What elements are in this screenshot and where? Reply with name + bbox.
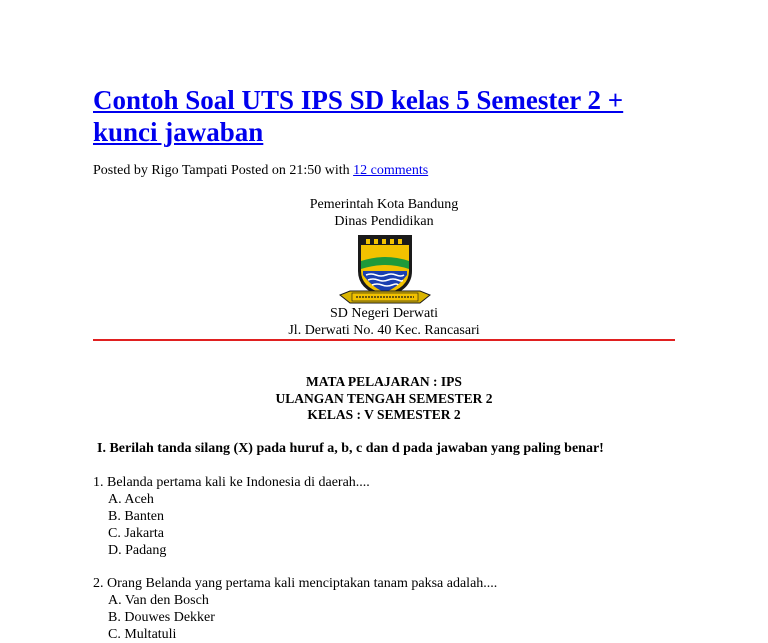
answer-option: A. Van den Bosch (108, 593, 209, 608)
comments-link[interactable]: 12 comments (353, 163, 429, 178)
letterhead-bottom (93, 305, 675, 339)
header-divider (93, 339, 675, 341)
exam-subject: MATA PELAJARAN : IPS (306, 374, 462, 389)
section-instruction: I. Berilah tanda silang (X) pada huruf a, b, c dan d pada jawaban yang paling benar! (97, 441, 604, 456)
answer-option: B. Douwes Dekker (108, 610, 215, 625)
exam-class: KELAS : V SEMESTER 2 (307, 407, 461, 422)
answer-option: A. Aceh (108, 492, 154, 507)
letterhead-top (93, 196, 675, 230)
answer-option: D. Padang (108, 543, 167, 558)
government-name: Pemerintah Kota Bandung (309, 197, 459, 212)
question-2 (93, 575, 497, 643)
question-text: 1. Belanda pertama kali ke Indonesia di daerah.... (93, 475, 370, 490)
post-title-link[interactable]: Contoh Soal UTS IPS SD kelas 5 Semester 2 + kunci jawaban (93, 85, 624, 147)
department-name: Dinas Pendidikan (334, 214, 434, 229)
exam-name: ULANGAN TENGAH SEMESTER 2 (275, 390, 493, 406)
school-name: SD Negeri Derwati (329, 306, 439, 321)
exam-heading (93, 374, 675, 424)
posted-by-text: Posted by Rigo Tampati Posted on 21:50 with (93, 163, 354, 178)
school-address: Jl. Derwati No. 40 Kec. Rancasari (288, 323, 480, 338)
post-meta (93, 162, 428, 180)
answer-option: C. Multatuli (108, 627, 177, 642)
answer-option: C. Jakarta (108, 526, 164, 541)
answer-option: B. Banten (108, 509, 164, 524)
bandung-crest-icon (336, 231, 434, 307)
question-1 (93, 474, 370, 559)
question-text: 2. Orang Belanda yang pertama kali menciptakan tanam paksa adalah.... (93, 576, 498, 591)
